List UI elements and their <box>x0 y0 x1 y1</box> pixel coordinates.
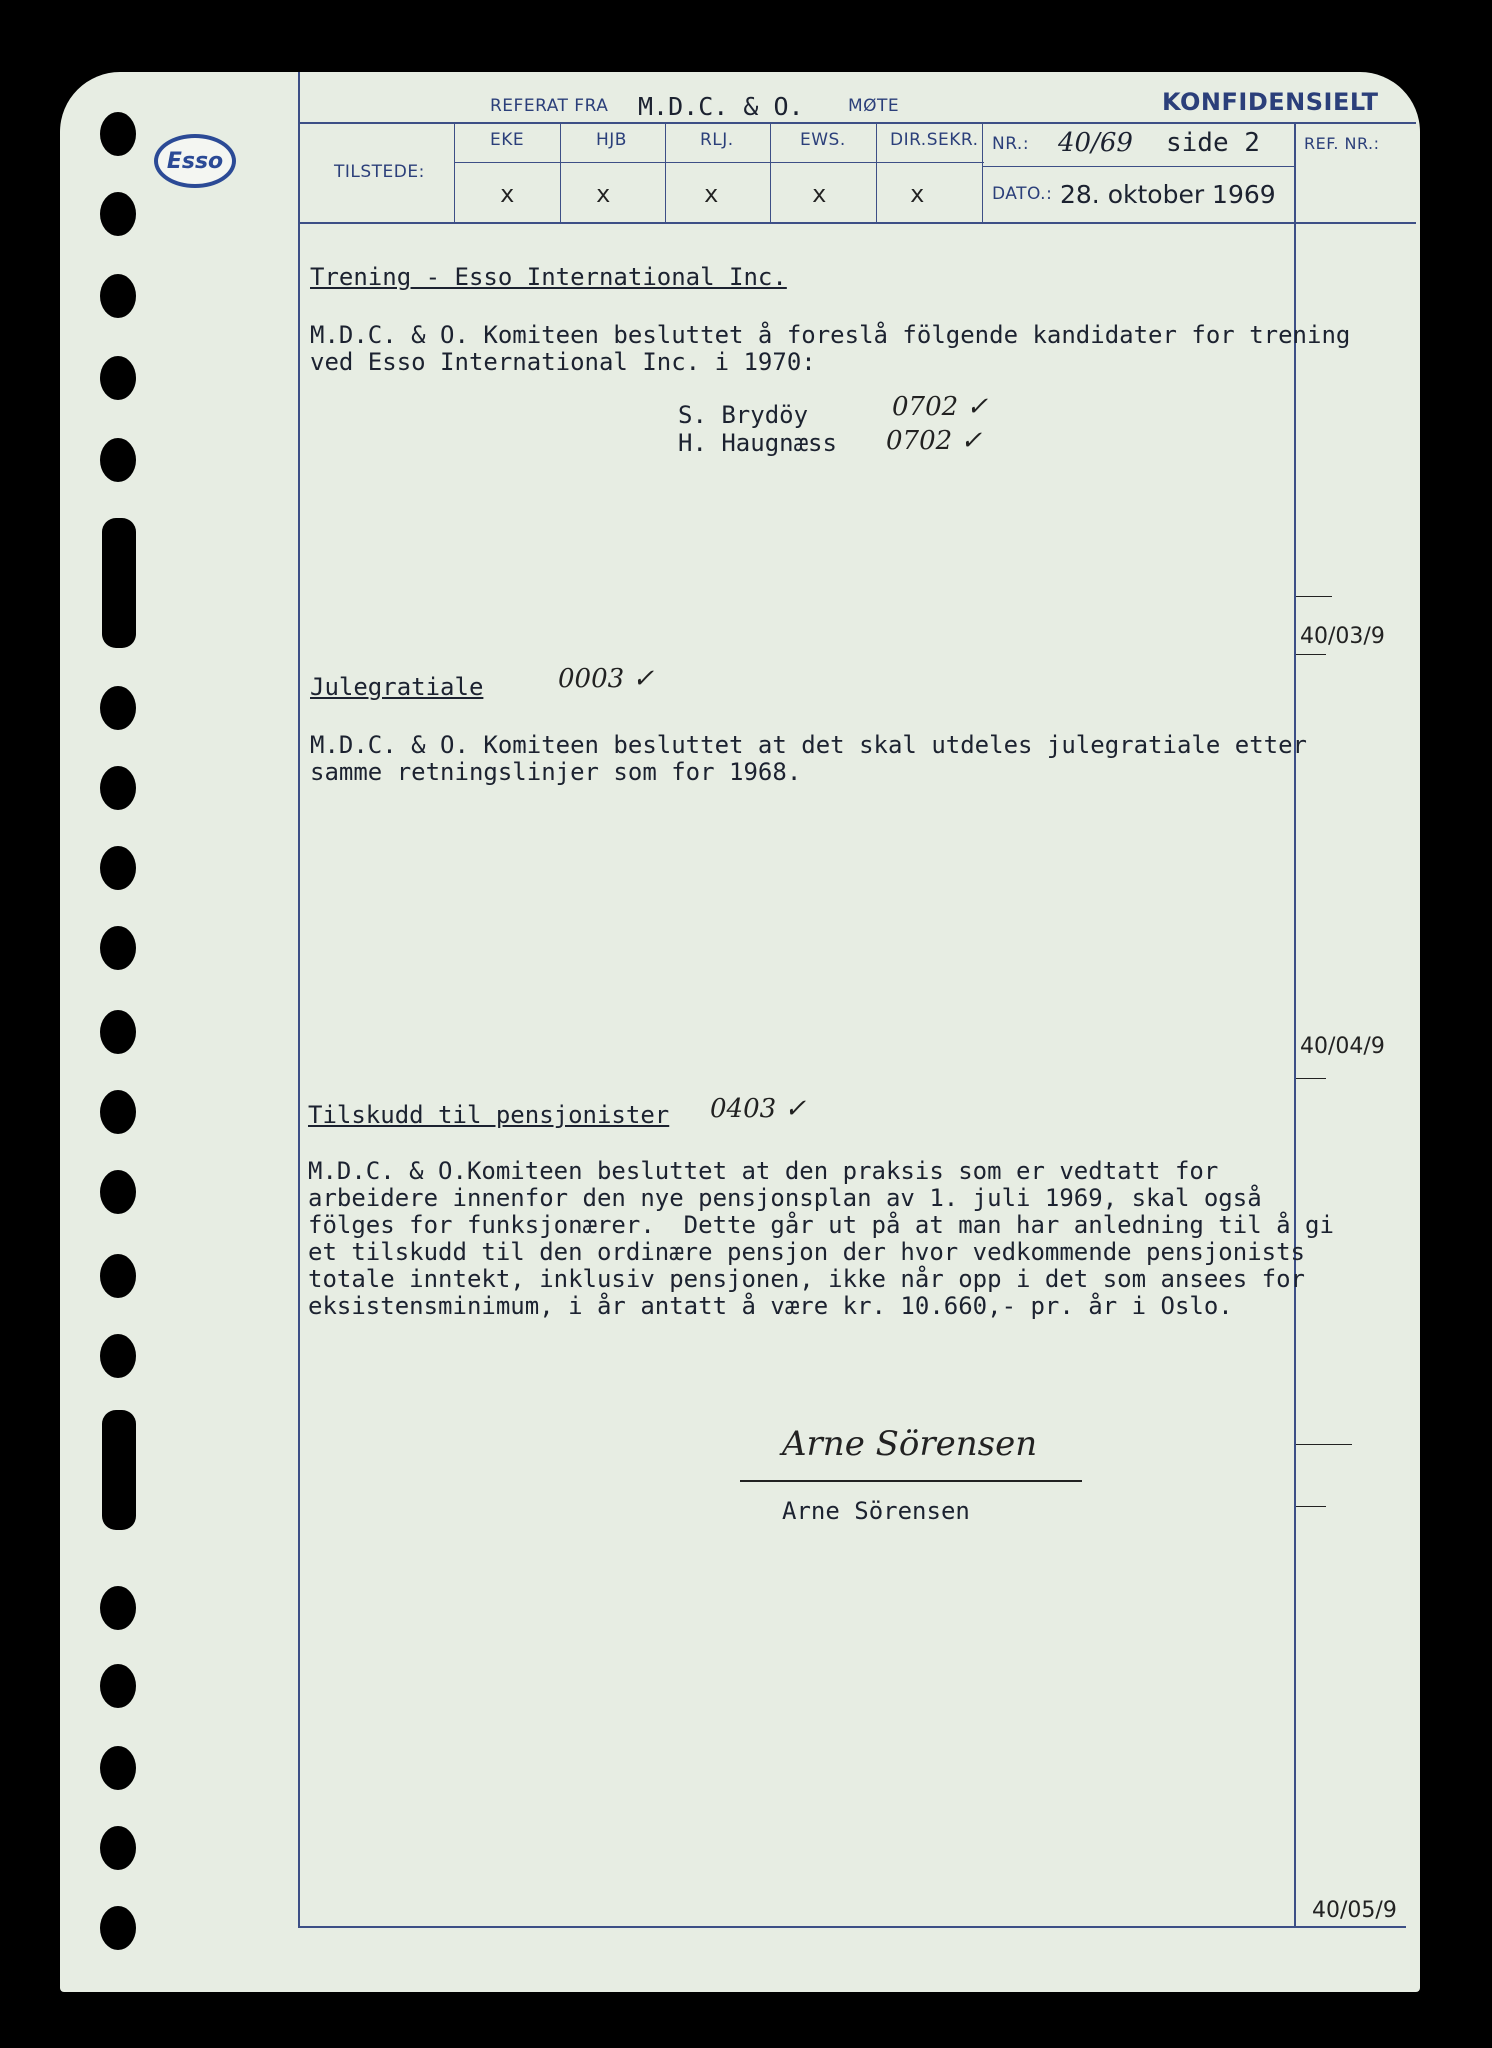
attendance-mark: x <box>812 180 827 208</box>
binder-slot <box>102 518 136 648</box>
referat-value: M.D.C. & O. <box>638 92 804 121</box>
margin-ref: 40/04/9 <box>1300 1034 1385 1059</box>
ref-tick <box>1296 1444 1352 1445</box>
section-heading-training: Trening - Esso International Inc. <box>310 263 787 291</box>
section-paragraph-christmas: M.D.C. & O. Komiteen besluttet at det skal utdeles julegratiale etter samme retningslinjer som for 1968. <box>310 731 1307 786</box>
margin-ref: 40/05/9 <box>1312 1898 1397 1923</box>
binder-slot <box>102 1410 136 1530</box>
frame-bottom-border <box>298 1926 1406 1928</box>
col-header-ews: EWS. <box>800 130 846 150</box>
binder-hole <box>100 1254 136 1298</box>
binder-hole <box>100 1170 136 1214</box>
candidate-name: S. Brydöy <box>678 401 809 429</box>
margin-ref: 40/03/9 <box>1300 624 1385 649</box>
binder-hole <box>100 1664 136 1708</box>
header-row-line <box>298 122 1416 124</box>
col-header-eke: EKE <box>490 130 525 150</box>
ref-nr-label: REF. NR.: <box>1304 134 1380 153</box>
col-divider <box>665 122 666 222</box>
binder-hole <box>100 112 136 156</box>
handwritten-note: 0403 ✓ <box>710 1094 807 1124</box>
col-divider <box>770 122 771 222</box>
ref-tick <box>1296 596 1332 597</box>
col-divider <box>982 122 983 222</box>
binder-hole <box>100 1746 136 1790</box>
binder-hole <box>100 1334 136 1378</box>
referat-label: REFERAT FRA <box>490 96 609 116</box>
frame-left-border <box>298 72 300 1927</box>
binder-hole <box>100 192 136 236</box>
handwritten-note: 0702 ✓ <box>892 392 989 422</box>
attendance-mark: x <box>500 180 515 208</box>
col-header-rlj: RLJ. <box>700 130 734 150</box>
signatory-name: Arne Sörensen <box>782 1497 970 1525</box>
col-divider <box>560 122 561 222</box>
attendance-mark: x <box>704 180 719 208</box>
nr-row-divider <box>982 166 1294 167</box>
ref-tick <box>1296 1506 1326 1507</box>
esso-logo <box>154 134 236 188</box>
nr-value: 40/69 <box>1058 128 1133 158</box>
ref-tick <box>1296 654 1326 655</box>
col-header-hjb: HJB <box>596 130 627 150</box>
col-header-dirsekr: DIR.SEKR. <box>890 130 979 150</box>
mote-label: MØTE <box>848 96 900 116</box>
column-header-underline <box>454 162 984 163</box>
confidential-label: KONFIDENSIELT <box>1162 88 1379 116</box>
section-heading-pensioners: Tilskudd til pensjonister <box>308 1101 670 1129</box>
ref-column-line <box>1294 122 1296 1927</box>
binder-hole <box>100 356 136 400</box>
binder-hole <box>100 686 136 730</box>
section-heading-christmas: Julegratiale <box>310 673 484 701</box>
handwritten-note: 0702 ✓ <box>886 426 983 456</box>
binder-hole <box>100 846 136 890</box>
dato-label: DATO.: <box>992 184 1053 204</box>
nr-label: NR.: <box>992 134 1030 154</box>
col-divider <box>876 122 877 222</box>
binder-hole <box>100 1090 136 1134</box>
dato-value: 28. oktober 1969 <box>1060 180 1276 209</box>
side-value: side 2 <box>1166 128 1260 158</box>
logo-text: Esso <box>166 148 224 174</box>
handwritten-note: 0003 ✓ <box>558 664 655 694</box>
binder-hole <box>100 766 136 810</box>
candidate-name: H. Haugnæss <box>678 429 837 457</box>
attendance-mark: x <box>910 180 925 208</box>
header-bottom-line <box>298 222 1416 224</box>
binder-hole <box>100 926 136 970</box>
attendance-mark: x <box>596 180 611 208</box>
binder-hole <box>100 438 136 482</box>
signature-line <box>740 1480 1082 1482</box>
section-paragraph-pensioners: M.D.C. & O.Komiteen besluttet at den praksis som er vedtatt for arbeidere innenfor den nye pensjonsplan av 1. juli 1969, skal også fölges for funksjonærer. Dette går ut på at man har anledning til å gi et tilskudd til den ordinære pensjon der hvor vedkommende pensjonists totale inntekt, inklusiv pensjonen, ikke når opp i det som ansees for eksistensminimum, i år antatt å være kr. 10.660,- pr. år i Oslo. <box>308 1157 1334 1320</box>
handwritten-signature: Arne Sörensen <box>782 1424 1038 1464</box>
binder-hole <box>100 274 136 318</box>
col-divider <box>454 122 455 222</box>
binder-hole <box>100 1010 136 1054</box>
binder-hole <box>100 1826 136 1870</box>
tilstede-label: TILSTEDE: <box>334 162 425 182</box>
section-paragraph-training: M.D.C. & O. Komiteen besluttet å foreslå fölgende kandidater for trening ved Esso International Inc. i 1970: <box>310 321 1351 376</box>
binder-hole <box>100 1906 136 1950</box>
ref-tick <box>1296 1078 1326 1079</box>
binder-hole <box>100 1586 136 1630</box>
